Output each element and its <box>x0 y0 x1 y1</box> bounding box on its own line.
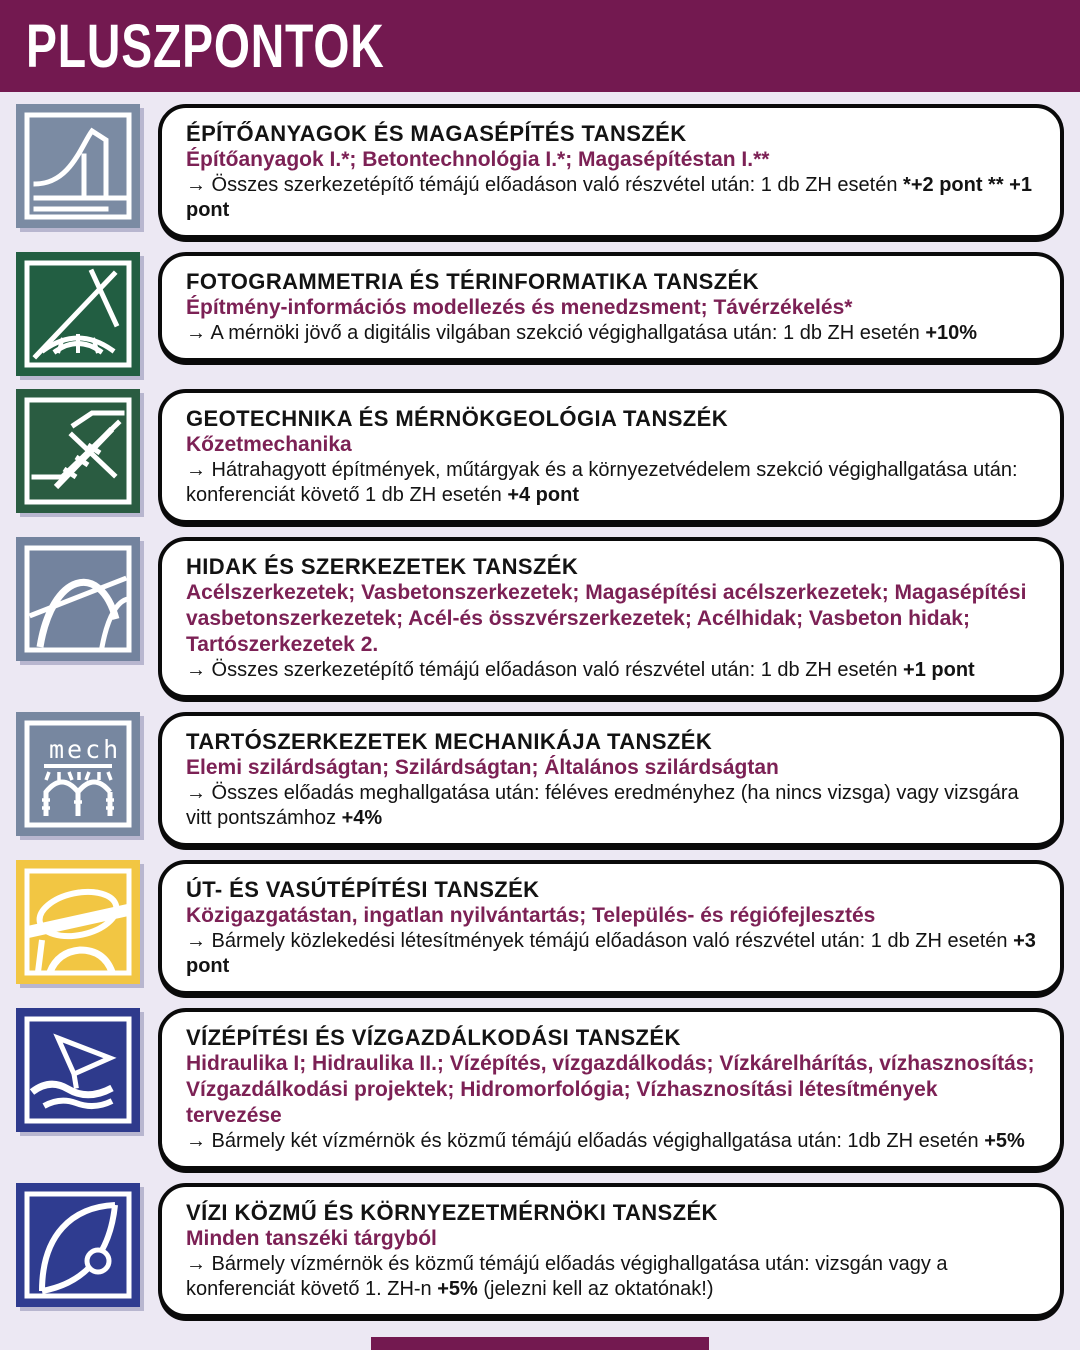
department-bonus-text: → A mérnöki jövő a digitális vilgában szekció végighallgatása után: 1 db ZH esetén +10% <box>186 322 978 344</box>
department-bonus-text: → Bármely két vízmérnök és közmű témájú előadás végighallgatása után: 1db ZH esetén +5% <box>186 1130 1025 1152</box>
department-card <box>158 1183 1064 1318</box>
department-card <box>158 104 1064 239</box>
department-subjects: Minden tanszéki tárgyból <box>186 1227 437 1250</box>
department-row <box>16 104 1064 239</box>
photogrammetry-globe-icon <box>16 252 140 376</box>
department-title: ÉPÍTŐANYAGOK ÉS MAGASÉPÍTÉS TANSZÉK <box>186 121 687 146</box>
department-title: ÚT- ÉS VASÚTÉPÍTÉSI TANSZÉK <box>186 877 540 902</box>
department-bonus-text: → Bármely vízmérnök és közmű témájú előadás végighallgatása után: vizsgán vagy a konferenciát követő 1. ZH-n +5% (jelezni kell az oktatónak!) <box>186 1253 948 1300</box>
department-row <box>16 537 1064 699</box>
department-card <box>158 389 1064 524</box>
department-card <box>158 537 1064 699</box>
footer-bar <box>371 1337 709 1350</box>
department-card <box>158 1008 1064 1170</box>
department-bonus-text: → Bármely közlekedési létesítmények témájú előadáson való részvétel után: 1 db ZH esetén +3 pont <box>186 930 1036 977</box>
department-bonus-text: → Hátrahagyott építmények, műtárgyak és a környezetvédelem szekció végighallgatása után: konferenciát követő 1 db ZH esetén +4 pont <box>186 459 1018 506</box>
department-bonus-text: → Összes előadás meghallgatása után: féléves eredményhez (ha nincs vizsga) vagy vizsgára vitt pontszámhoz +4% <box>186 782 1019 829</box>
department-row <box>16 860 1064 995</box>
department-title: GEOTECHNIKA ÉS MÉRNÖKGEOLÓGIA TANSZÉK <box>186 406 729 431</box>
department-subjects: Hidraulika I; Hidraulika II.; Vízépítés, vízgazdálkodás; Vízkárelhárítás, vízhasznosítás; Vízgazdálkodási projektek; Hidromorfológia; Vízhasznosítási létesítmények tervezése <box>186 1052 1035 1127</box>
department-subjects: Acélszerkezetek; Vasbetonszerkezetek; Magasépítési acélszerkezetek; Magasépítési vasbetonszerkezetek; Acél-és összvérszerkezetek; Acélhidak; Vasbeton hidak; Tartószerkezetek 2. <box>186 581 1027 656</box>
department-card <box>158 252 1064 362</box>
hydraulic-boat-wave-icon <box>16 1008 140 1132</box>
road-railway-icon <box>16 860 140 984</box>
department-subjects: Kőzetmechanika <box>186 433 352 456</box>
cards-list <box>0 92 1080 1318</box>
geotechnics-slope-icon <box>16 389 140 513</box>
department-subjects: Építmény-információs modellezés és menedzsment; Távérzékelés* <box>186 296 853 319</box>
department-subjects: Közigazgatástan, ingatlan nyilvántartás; Település- és régiófejlesztés <box>186 904 876 927</box>
department-row <box>16 1008 1064 1170</box>
department-card <box>158 860 1064 995</box>
department-title: HIDAK ÉS SZERKEZETEK TANSZÉK <box>186 554 579 579</box>
department-title: TARTÓSZERKEZETEK MECHANIKÁJA TANSZÉK <box>186 729 713 754</box>
department-title: VÍZI KÖZMŰ ÉS KÖRNYEZETMÉRNÖKI TANSZÉK <box>186 1200 718 1225</box>
svg-text:mech: mech <box>49 735 122 764</box>
department-bonus-text: → Összes szerkezetépítő témájú előadáson való részvétel után: 1 db ZH esetén *+2 pont ** +1 pont <box>186 174 1032 221</box>
department-subjects: Elemi szilárdságtan; Szilárdságtan; Általános szilárdságtan <box>186 756 779 779</box>
department-row <box>16 252 1064 376</box>
department-title: FOTOGRAMMETRIA ÉS TÉRINFORMATIKA TANSZÉK <box>186 269 759 294</box>
department-card <box>158 712 1064 847</box>
page-title: PLUSZPONTOK <box>26 11 385 81</box>
bridge-arch-icon <box>16 537 140 661</box>
department-title: VÍZÉPÍTÉSI ÉS VÍZGAZDÁLKODÁSI TANSZÉK <box>186 1025 681 1050</box>
department-subjects: Építőanyagok I.*; Betontechnológia I.*; Magasépítéstan I.** <box>186 148 770 171</box>
building-materials-icon <box>16 104 140 228</box>
department-row <box>16 389 1064 524</box>
department-row <box>16 1183 1064 1318</box>
water-utility-leaf-icon <box>16 1183 140 1307</box>
mechanics-aqueduct-icon <box>16 712 140 836</box>
department-bonus-text: → Összes szerkezetépítő témájú előadáson való részvétel után: 1 db ZH esetén +1 pont <box>186 659 975 681</box>
department-row <box>16 712 1064 847</box>
page-header <box>0 0 1080 92</box>
